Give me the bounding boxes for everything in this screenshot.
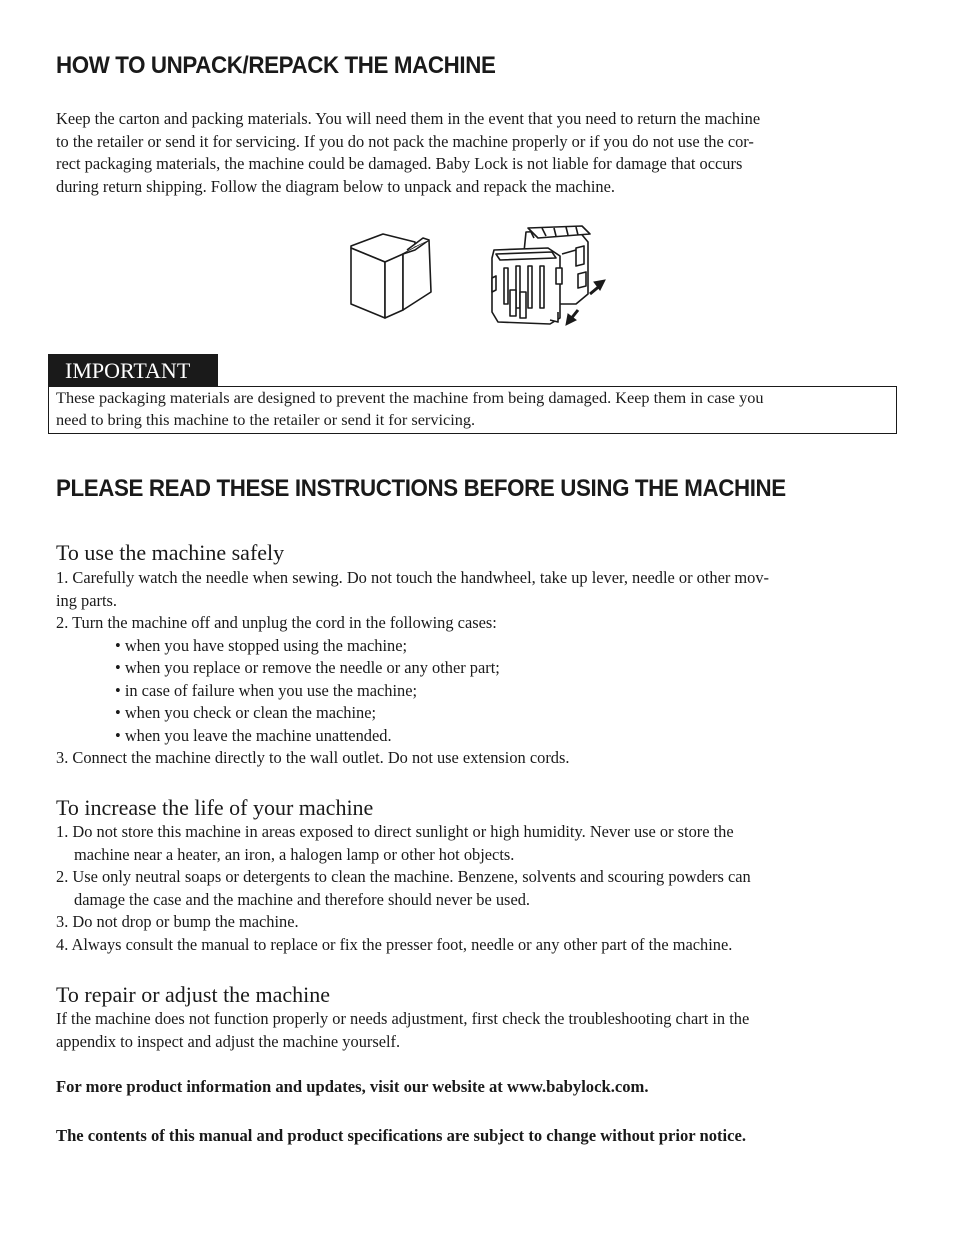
repair-paragraph — [56, 1008, 896, 1053]
website-note: For more product information and updates, visit our website at www.babylock.com. — [56, 1077, 649, 1096]
life-list — [56, 821, 906, 956]
unpack-line: during return shipping. Follow the diagram below to unpack and repack the machine. — [56, 176, 615, 196]
unpack-line: to the retailer or send it for servicing. If you do not pack the machine properly or if you do not use the cor- — [56, 131, 754, 151]
unpack-title: HOW TO UNPACK/REPACK THE MACHINE — [56, 52, 496, 79]
important-line: need to bring this machine to the retailer or send it for servicing. — [56, 410, 476, 430]
safety-heading: To use the machine safely — [56, 540, 285, 565]
repair-line: appendix to inspect and adjust the machine yourself. — [56, 1031, 401, 1051]
life-heading: To increase the life of your machine — [56, 795, 374, 820]
list-item: 1. Do not store this machine in areas exposed to direct sunlight or high humidity. Never use or store the — [56, 822, 734, 841]
list-item: ing parts. — [56, 590, 118, 610]
list-item: • when you check or clean the machine; — [115, 703, 377, 722]
list-item: 4. Always consult the manual to replace or fix the presser foot, needle or any other part of the machine. — [56, 934, 733, 954]
list-item: • when you leave the machine unattended. — [115, 725, 392, 745]
disclaimer-note: The contents of this manual and product specifications are subject to change without prior notice. — [56, 1126, 747, 1145]
important-box — [48, 386, 897, 434]
important-line: These packaging materials are designed to prevent the machine from being damaged. Keep them in case you — [56, 388, 764, 407]
safety-list — [56, 567, 906, 770]
list-item: machine near a heater, an iron, a halogen lamp or other hot objects. — [74, 844, 515, 864]
list-item: 1. Carefully watch the needle when sewing. Do not touch the handwheel, take up lever, needle or other mov- — [56, 568, 770, 587]
unpack-line: rect packaging materials, the machine could be damaged. Baby Lock is not liable for damage that occurs — [56, 154, 743, 174]
list-item: • when you replace or remove the needle or any other part; — [115, 658, 500, 677]
unpack-paragraph — [56, 108, 896, 198]
packing-foam-icon — [490, 224, 612, 332]
list-item: 2. Use only neutral soaps or detergents to clean the machine. Benzene, solvents and scouring powders can — [56, 867, 751, 886]
important-label: IMPORTANT — [48, 354, 218, 386]
list-item: damage the case and the machine and therefore should never be used. — [74, 889, 531, 909]
repair-line: If the machine does not function properly or needs adjustment, first check the troubleshooting chart in the — [56, 1009, 750, 1028]
instructions-title: PLEASE READ THESE INSTRUCTIONS BEFORE USING THE MACHINE — [56, 475, 786, 502]
repair-heading: To repair or adjust the machine — [56, 982, 330, 1007]
list-item: 3. Connect the machine directly to the wall outlet. Do not use extension cords. — [56, 748, 570, 767]
list-item: 3. Do not drop or bump the machine. — [56, 912, 299, 931]
carton-icon — [345, 230, 435, 322]
list-item: • when you have stopped using the machine; — [115, 635, 408, 655]
list-item: • in case of failure when you use the machine; — [115, 680, 418, 700]
unpack-line: Keep the carton and packing materials. You will need them in the event that you need to return the machine — [56, 109, 761, 128]
list-item: 2. Turn the machine off and unplug the cord in the following cases: — [56, 613, 497, 632]
